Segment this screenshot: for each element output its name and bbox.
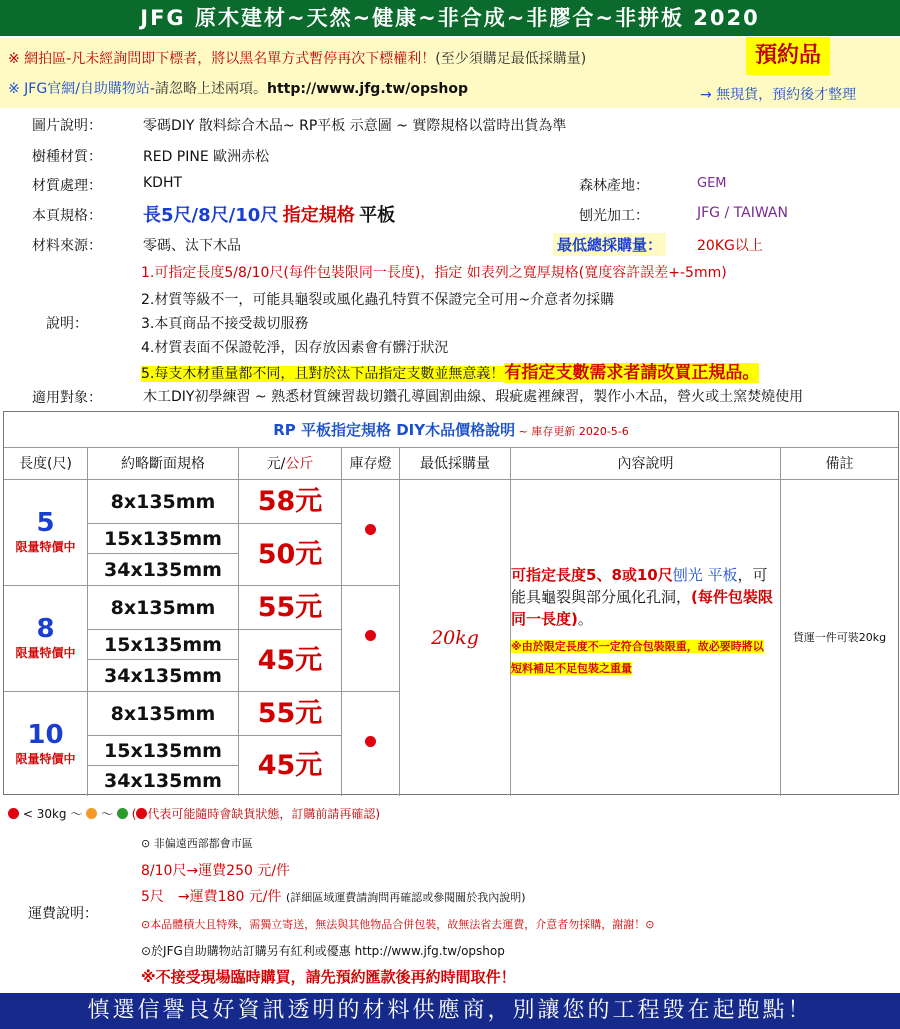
desc-line-2: 2.材質等級不一，可能具龜裂或風化蟲孔特質不保證完全可用~介意者勿採購 <box>141 292 615 308</box>
price-table <box>3 411 899 795</box>
origin-label: 森林產地： <box>579 178 649 194</box>
length-value: 5 <box>36 508 55 538</box>
spec-cell: 8x135mm <box>88 586 239 630</box>
stock-cell-10 <box>342 692 400 796</box>
ship-fee-5: 5尺 →運費180 元/件 <box>141 889 282 905</box>
desc-label: 說明： <box>46 316 88 332</box>
spec-cell: 15x135mm <box>88 524 239 554</box>
content-description <box>511 564 773 630</box>
content-planed: 刨光 平板 <box>672 566 738 584</box>
blacklist-notice <box>8 48 586 68</box>
ship-shop-note: ⊙於JFG自助購物站訂購另有紅利或優惠 http://www.jfg.tw/opshop <box>141 944 505 958</box>
legend-note-open: ( <box>131 807 137 821</box>
content-end: 。 <box>577 610 593 628</box>
stock-light-red <box>365 524 376 535</box>
treatment-value: KDHT <box>143 175 183 191</box>
header-price <box>239 448 342 480</box>
content-package: (每件包裝限同一長度) <box>511 588 773 628</box>
content-lengths: 可指定長度5、8或10尺 <box>511 566 673 584</box>
ship-fee-5-line <box>141 886 526 906</box>
stock-light-red <box>365 736 376 747</box>
source-value: 零碼、汰下木品 <box>143 238 241 254</box>
species-value: RED PINE 歐洲赤松 <box>143 149 270 165</box>
length-value: 8 <box>36 614 55 644</box>
stock-legend <box>8 805 380 822</box>
spec-cell: 34x135mm <box>88 766 239 796</box>
desc-line-1: 1.可指定長度5/8/10尺(每件包裝限同一長度)，指定 如表列之寬厚規格(寬度容許誤差+-5mm) <box>141 265 727 281</box>
desc-line-3: 3.本頁商品不接受裁切服務 <box>141 316 309 332</box>
spec-value <box>143 201 395 227</box>
spec-cell: 15x135mm <box>88 630 239 660</box>
min-qty-cell: 20kg <box>400 480 511 796</box>
shop-ignore-text: -請忽略上述兩項。 <box>149 81 267 97</box>
length-cell-5 <box>4 480 88 586</box>
spec-cell: 8x135mm <box>88 692 239 736</box>
legend-note: 代表可能隨時會缺貨狀態，訂購前請再確認) <box>147 807 381 821</box>
spec-label: 本頁規格： <box>32 208 102 224</box>
shop-link[interactable]: http://www.jfg.tw/opshop <box>267 81 468 97</box>
content-cell <box>511 480 781 796</box>
preorder-badge: 預約品 <box>746 37 830 75</box>
length-cell-10 <box>4 692 88 796</box>
special-price-badge: 限量特價中 <box>15 752 76 766</box>
origin-value: GEM <box>697 176 727 191</box>
source-label: 材料來源： <box>32 238 102 254</box>
ship-fee-8-10: 8/10尺→運費250 元/件 <box>141 863 291 879</box>
length-value: 10 <box>27 720 64 750</box>
price-cell: 55元 <box>239 692 342 736</box>
usage-label: 適用對象： <box>32 390 102 406</box>
top-banner: JFG 原木建材~天然~健康~非合成~非膠合~非拼板 2020 <box>0 0 900 36</box>
ship-detail-note: (詳細區域運費請詢問再確認或參閱關於我內說明) <box>285 891 526 904</box>
usage-value: 木工DIY初學練習 ~ 熟悉材質練習裁切鑽孔導圓割曲線、瑕疵處裡練習，製作小木品，營火或土窯焚燒使用 <box>143 389 804 405</box>
table-title <box>4 412 898 448</box>
min-total-value: 20KG以上 <box>697 238 763 254</box>
min-purchase-note: (至少須購足最低採購量) <box>435 51 587 67</box>
spec-board: 平板 <box>359 205 396 226</box>
remark-cell: 貨運一件可裝20kg <box>792 631 887 644</box>
header-section: 約略斷面規格 <box>88 448 239 480</box>
treatment-label: 材質處理： <box>32 178 102 194</box>
desc-line-5a: 5.每支木材重量都不同，且對於汰下品指定支數並無意義！ <box>141 366 505 382</box>
legend-red-text: < 30kg ～ <box>22 807 83 821</box>
header-remark: 備註 <box>781 448 898 480</box>
blacklist-warning: ※ 網拍區-凡未經詢問即下標者，將以黑名單方式暫停再次下標權利！ <box>8 51 436 67</box>
shop-prefix: ※ JFG官網/自助購物站 <box>8 81 150 97</box>
spec-designated: 指定規格 <box>282 205 355 226</box>
price-cell: 50元 <box>239 524 342 586</box>
content-condition: ，可能具龜裂與部分風化孔洞， <box>511 566 768 606</box>
planing-label: 刨光加工： <box>579 208 649 224</box>
header-stock: 庫存燈 <box>342 448 400 480</box>
min-total-label: 最低總採購量： <box>553 233 666 256</box>
stock-updated: ~ 庫存更新 2020-5-6 <box>515 425 629 438</box>
header-minqty: 最低採購量 <box>400 448 511 480</box>
picture-label: 圖片說明： <box>32 118 102 134</box>
picture-value: 零碼DIY 散料綜合木品~ RP平板 示意圖 ~ 實際規格以當時出貨為準 <box>143 118 567 134</box>
shipping-label: 運費說明： <box>28 906 98 922</box>
species-label: 樹種材質： <box>32 149 102 165</box>
header-content: 內容說明 <box>511 448 781 480</box>
desc-line-4: 4.材質表面不保證乾淨，因存放因素會有髒汙狀況 <box>141 340 449 356</box>
price-cell: 58元 <box>239 480 342 524</box>
table-title-text: RP 平板指定規格 DIY木品價格說明 <box>273 421 516 439</box>
no-stock-note: → 無現貨，預約後才整理 <box>700 87 857 103</box>
special-price-badge: 限量特價中 <box>15 646 76 660</box>
header-price-kg: 公斤 <box>285 456 314 472</box>
legend-orange-text: ～ <box>101 807 114 821</box>
spec-cell: 34x135mm <box>88 554 239 586</box>
content-note-text: ※由於限定長度不一定符合包裝限重，故必要時將以短料補足不足包裝之重量 <box>511 640 764 675</box>
ship-area: ⊙ 非偏遠西部都會市區 <box>141 837 253 850</box>
stock-cell-8 <box>342 586 400 692</box>
header-length: 長度(尺) <box>4 448 88 480</box>
price-cell: 45元 <box>239 630 342 692</box>
length-cell-8 <box>4 586 88 692</box>
header-price-unit: 元/ <box>266 456 286 472</box>
shop-notice <box>8 78 468 98</box>
price-cell: 45元 <box>239 736 342 796</box>
content-note <box>511 636 773 680</box>
bottom-slogan-banner: 慎選信譽良好資訊透明的材料供應商，別讓您的工程毀在起跑點！ <box>0 993 900 1029</box>
desc-line-5 <box>141 358 759 383</box>
ship-independent-note: ⊙本品體積大且特殊，需獨立寄送，無法與其他物品合併包裝，故無法省去運費，介意者勿採購，謝謝！⊙ <box>141 918 655 931</box>
special-price-badge: 限量特價中 <box>15 540 76 554</box>
price-cell: 55元 <box>239 586 342 630</box>
spec-cell: 15x135mm <box>88 736 239 766</box>
legend-note-dot <box>136 808 147 819</box>
spec-cell: 34x135mm <box>88 660 239 692</box>
legend-green-dot <box>117 808 128 819</box>
stock-cell-5 <box>342 480 400 586</box>
stock-light-red <box>365 630 376 641</box>
ship-no-walkin: ※不接受現場臨時購買，請先預約匯款後再約時間取件！ <box>141 968 516 986</box>
planing-value: JFG / TAIWAN <box>697 205 788 221</box>
spec-lengths: 長5尺/8尺/10尺 <box>143 205 279 226</box>
legend-orange-dot <box>86 808 97 819</box>
spec-cell: 8x135mm <box>88 480 239 524</box>
desc-line-5b: 有指定支數需求者請改買正規品。 <box>504 363 760 383</box>
legend-red-dot <box>8 808 19 819</box>
